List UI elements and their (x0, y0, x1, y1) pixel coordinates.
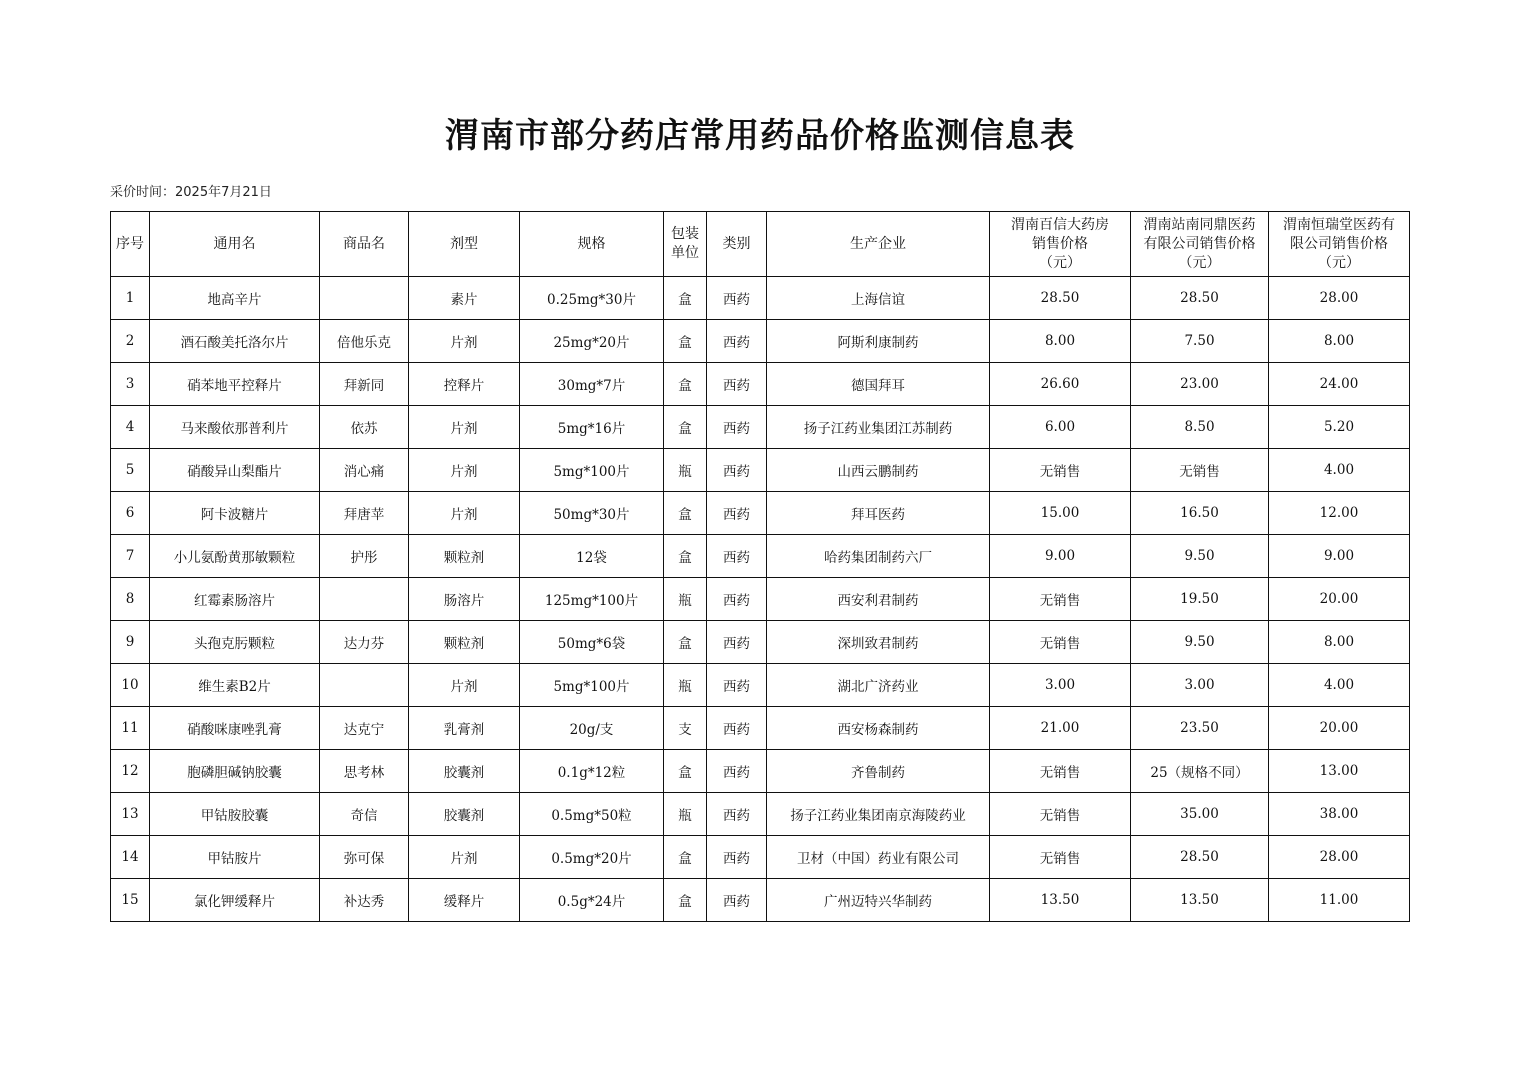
cell-dosage-form: 片剂 (409, 449, 520, 492)
cell-generic-name: 小儿氨酚黄那敏颗粒 (150, 535, 320, 578)
cell-brand-name (320, 578, 409, 621)
cell-generic-name: 阿卡波糖片 (150, 492, 320, 535)
header-manufacturer: 生产企业 (767, 212, 990, 277)
cell-brand-name: 弥可保 (320, 836, 409, 879)
cell-spec: 50mg*6袋 (520, 621, 664, 664)
cell-spec: 5mg*100片 (520, 664, 664, 707)
cell-seq: 13 (111, 793, 150, 836)
header-seq: 序号 (111, 212, 150, 277)
cell-category: 西药 (707, 535, 767, 578)
cell-price-store1: 无销售 (990, 578, 1131, 621)
cell-dosage-form: 片剂 (409, 664, 520, 707)
cell-category: 西药 (707, 621, 767, 664)
cell-manufacturer: 齐鲁制药 (767, 750, 990, 793)
cell-generic-name: 氯化钾缓释片 (150, 879, 320, 922)
cell-unit: 盒 (664, 836, 707, 879)
cell-unit: 盒 (664, 750, 707, 793)
cell-seq: 12 (111, 750, 150, 793)
cell-generic-name: 甲钴胺胶囊 (150, 793, 320, 836)
cell-seq: 4 (111, 406, 150, 449)
cell-spec: 5mg*16片 (520, 406, 664, 449)
cell-price-store2: 9.50 (1131, 535, 1269, 578)
header-store3-price (1269, 212, 1410, 277)
table-row (111, 793, 1410, 836)
cell-spec: 50mg*30片 (520, 492, 664, 535)
cell-price-store2: 28.50 (1131, 836, 1269, 879)
cell-manufacturer: 扬子江药业集团南京海陵药业 (767, 793, 990, 836)
cell-category: 西药 (707, 793, 767, 836)
cell-seq: 10 (111, 664, 150, 707)
cell-seq: 9 (111, 621, 150, 664)
cell-generic-name: 维生素B2片 (150, 664, 320, 707)
cell-brand-name: 达力芬 (320, 621, 409, 664)
cell-dosage-form: 肠溶片 (409, 578, 520, 621)
table-row (111, 879, 1410, 922)
cell-price-store3: 9.00 (1269, 535, 1410, 578)
cell-price-store3: 28.00 (1269, 277, 1410, 320)
cell-manufacturer: 上海信谊 (767, 277, 990, 320)
cell-unit: 支 (664, 707, 707, 750)
cell-price-store2: 28.50 (1131, 277, 1269, 320)
cell-spec: 12袋 (520, 535, 664, 578)
cell-price-store1: 13.50 (990, 879, 1131, 922)
cell-price-store2: 8.50 (1131, 406, 1269, 449)
header-store3-line: 渭南恒瑞堂医药有 (1283, 216, 1395, 233)
cell-dosage-form: 片剂 (409, 320, 520, 363)
cell-generic-name: 硝酸咪康唑乳膏 (150, 707, 320, 750)
cell-price-store1: 3.00 (990, 664, 1131, 707)
cell-price-store1: 无销售 (990, 621, 1131, 664)
cell-unit: 盒 (664, 406, 707, 449)
cell-brand-name (320, 277, 409, 320)
cell-price-store3: 38.00 (1269, 793, 1410, 836)
header-unit-line: 包装 (671, 226, 699, 242)
cell-manufacturer: 拜耳医药 (767, 492, 990, 535)
cell-spec: 20g/支 (520, 707, 664, 750)
cell-price-store1: 无销售 (990, 449, 1131, 492)
cell-generic-name: 胞磷胆碱钠胶囊 (150, 750, 320, 793)
cell-manufacturer: 扬子江药业集团江苏制药 (767, 406, 990, 449)
cell-category: 西药 (707, 664, 767, 707)
table-row (111, 277, 1410, 320)
cell-unit: 盒 (664, 277, 707, 320)
table-row (111, 664, 1410, 707)
header-store2-line: 有限公司销售价格 (1143, 235, 1256, 252)
cell-price-store1: 26.60 (990, 363, 1131, 406)
cell-seq: 1 (111, 277, 150, 320)
date-label: 采价时间： (110, 185, 176, 200)
cell-price-store3: 11.00 (1269, 879, 1410, 922)
cell-dosage-form: 片剂 (409, 492, 520, 535)
cell-generic-name: 红霉素肠溶片 (150, 578, 320, 621)
cell-price-store1: 无销售 (990, 793, 1131, 836)
table-header-row (111, 212, 1410, 277)
cell-seq: 6 (111, 492, 150, 535)
cell-generic-name: 甲钴胺片 (150, 836, 320, 879)
cell-manufacturer: 西安利君制药 (767, 578, 990, 621)
cell-manufacturer: 西安杨森制药 (767, 707, 990, 750)
header-dosage-form: 剂型 (409, 212, 520, 277)
cell-price-store1: 6.00 (990, 406, 1131, 449)
cell-spec: 0.5mg*20片 (520, 836, 664, 879)
cell-spec: 0.1g*12粒 (520, 750, 664, 793)
cell-brand-name: 依苏 (320, 406, 409, 449)
date-value: 2025年7月21日 (175, 185, 272, 200)
cell-spec: 0.25mg*30片 (520, 277, 664, 320)
cell-price-store3: 12.00 (1269, 492, 1410, 535)
cell-price-store1: 21.00 (990, 707, 1131, 750)
cell-price-store3: 24.00 (1269, 363, 1410, 406)
cell-price-store3: 13.00 (1269, 750, 1410, 793)
table-row (111, 406, 1410, 449)
price-table (110, 211, 1410, 922)
cell-price-store2: 3.00 (1131, 664, 1269, 707)
cell-spec: 5mg*100片 (520, 449, 664, 492)
cell-price-store3: 4.00 (1269, 664, 1410, 707)
cell-unit: 盒 (664, 879, 707, 922)
header-store3-line: （元） (1318, 254, 1360, 271)
cell-category: 西药 (707, 406, 767, 449)
cell-category: 西药 (707, 836, 767, 879)
cell-category: 西药 (707, 449, 767, 492)
cell-category: 西药 (707, 879, 767, 922)
cell-price-store3: 5.20 (1269, 406, 1410, 449)
table-row (111, 707, 1410, 750)
cell-brand-name: 拜新同 (320, 363, 409, 406)
cell-dosage-form: 乳膏剂 (409, 707, 520, 750)
cell-manufacturer: 湖北广济药业 (767, 664, 990, 707)
table-row (111, 836, 1410, 879)
cell-unit: 盒 (664, 535, 707, 578)
cell-price-store2: 9.50 (1131, 621, 1269, 664)
cell-seq: 8 (111, 578, 150, 621)
cell-dosage-form: 素片 (409, 277, 520, 320)
cell-generic-name: 酒石酸美托洛尔片 (150, 320, 320, 363)
cell-spec: 0.5mg*50粒 (520, 793, 664, 836)
cell-unit: 盒 (664, 363, 707, 406)
cell-spec: 25mg*20片 (520, 320, 664, 363)
cell-unit: 瓶 (664, 578, 707, 621)
cell-price-store2: 无销售 (1131, 449, 1269, 492)
header-store2-line: 渭南站南同鼎医药 (1143, 216, 1256, 233)
cell-dosage-form: 颗粒剂 (409, 535, 520, 578)
cell-unit: 瓶 (664, 449, 707, 492)
cell-category: 西药 (707, 578, 767, 621)
cell-dosage-form: 缓释片 (409, 879, 520, 922)
cell-unit: 盒 (664, 492, 707, 535)
header-store1-line: 销售价格 (1032, 235, 1088, 252)
cell-unit: 瓶 (664, 664, 707, 707)
cell-manufacturer: 卫材（中国）药业有限公司 (767, 836, 990, 879)
cell-price-store3: 28.00 (1269, 836, 1410, 879)
header-generic-name: 通用名 (150, 212, 320, 277)
cell-brand-name: 补达秀 (320, 879, 409, 922)
cell-price-store2: 19.50 (1131, 578, 1269, 621)
cell-price-store3: 20.00 (1269, 707, 1410, 750)
header-category: 类别 (707, 212, 767, 277)
header-store1-line: 渭南百信大药房 (1011, 216, 1109, 233)
cell-generic-name: 马来酸依那普利片 (150, 406, 320, 449)
cell-dosage-form: 胶囊剂 (409, 793, 520, 836)
cell-price-store3: 8.00 (1269, 320, 1410, 363)
cell-category: 西药 (707, 707, 767, 750)
cell-generic-name: 头孢克肟颗粒 (150, 621, 320, 664)
cell-spec: 0.5g*24片 (520, 879, 664, 922)
cell-price-store3: 8.00 (1269, 621, 1410, 664)
table-row (111, 320, 1410, 363)
cell-dosage-form: 片剂 (409, 406, 520, 449)
collection-date (110, 181, 272, 200)
cell-brand-name: 拜唐苹 (320, 492, 409, 535)
cell-unit: 瓶 (664, 793, 707, 836)
cell-manufacturer: 德国拜耳 (767, 363, 990, 406)
cell-category: 西药 (707, 363, 767, 406)
header-unit-line: 单位 (671, 245, 699, 261)
cell-manufacturer: 哈药集团制药六厂 (767, 535, 990, 578)
header-brand-name: 商品名 (320, 212, 409, 277)
cell-price-store1: 8.00 (990, 320, 1131, 363)
cell-brand-name: 护彤 (320, 535, 409, 578)
table-row (111, 535, 1410, 578)
cell-seq: 2 (111, 320, 150, 363)
cell-price-store2: 25（规格不同） (1131, 750, 1269, 793)
header-spec: 规格 (520, 212, 664, 277)
cell-price-store1: 无销售 (990, 750, 1131, 793)
cell-brand-name: 达克宁 (320, 707, 409, 750)
page-title: 渭南市部分药店常用药品价格监测信息表 (445, 116, 1075, 156)
cell-dosage-form: 颗粒剂 (409, 621, 520, 664)
cell-spec: 30mg*7片 (520, 363, 664, 406)
cell-price-store2: 7.50 (1131, 320, 1269, 363)
header-store2-price (1131, 212, 1269, 277)
cell-price-store1: 28.50 (990, 277, 1131, 320)
cell-category: 西药 (707, 277, 767, 320)
cell-manufacturer: 山西云鹏制药 (767, 449, 990, 492)
cell-brand-name (320, 664, 409, 707)
cell-generic-name: 地高辛片 (150, 277, 320, 320)
cell-dosage-form: 控释片 (409, 363, 520, 406)
cell-price-store2: 16.50 (1131, 492, 1269, 535)
header-store1-line: （元） (1039, 254, 1081, 271)
header-store2-line: （元） (1178, 254, 1221, 271)
table-row (111, 492, 1410, 535)
cell-seq: 15 (111, 879, 150, 922)
table-row (111, 449, 1410, 492)
cell-generic-name: 硝苯地平控释片 (150, 363, 320, 406)
cell-brand-name: 奇信 (320, 793, 409, 836)
header-unit (664, 212, 707, 277)
cell-category: 西药 (707, 492, 767, 535)
header-store3-line: 限公司销售价格 (1290, 235, 1388, 252)
cell-price-store3: 20.00 (1269, 578, 1410, 621)
cell-spec: 125mg*100片 (520, 578, 664, 621)
cell-price-store2: 13.50 (1131, 879, 1269, 922)
cell-dosage-form: 胶囊剂 (409, 750, 520, 793)
cell-price-store1: 9.00 (990, 535, 1131, 578)
cell-category: 西药 (707, 750, 767, 793)
cell-manufacturer: 阿斯利康制药 (767, 320, 990, 363)
header-store1-price (990, 212, 1131, 277)
cell-brand-name: 思考林 (320, 750, 409, 793)
cell-price-store2: 23.50 (1131, 707, 1269, 750)
cell-seq: 14 (111, 836, 150, 879)
cell-manufacturer: 广州迈特兴华制药 (767, 879, 990, 922)
cell-brand-name: 倍他乐克 (320, 320, 409, 363)
cell-price-store3: 4.00 (1269, 449, 1410, 492)
cell-price-store2: 35.00 (1131, 793, 1269, 836)
cell-price-store2: 23.00 (1131, 363, 1269, 406)
cell-seq: 7 (111, 535, 150, 578)
cell-seq: 11 (111, 707, 150, 750)
cell-seq: 5 (111, 449, 150, 492)
cell-seq: 3 (111, 363, 150, 406)
table-row (111, 750, 1410, 793)
table-row (111, 621, 1410, 664)
cell-generic-name: 硝酸异山梨酯片 (150, 449, 320, 492)
table-row (111, 363, 1410, 406)
cell-price-store1: 无销售 (990, 836, 1131, 879)
cell-unit: 盒 (664, 621, 707, 664)
table-row (111, 578, 1410, 621)
cell-brand-name: 消心痛 (320, 449, 409, 492)
cell-manufacturer: 深圳致君制药 (767, 621, 990, 664)
cell-category: 西药 (707, 320, 767, 363)
cell-unit: 盒 (664, 320, 707, 363)
cell-dosage-form: 片剂 (409, 836, 520, 879)
cell-price-store1: 15.00 (990, 492, 1131, 535)
